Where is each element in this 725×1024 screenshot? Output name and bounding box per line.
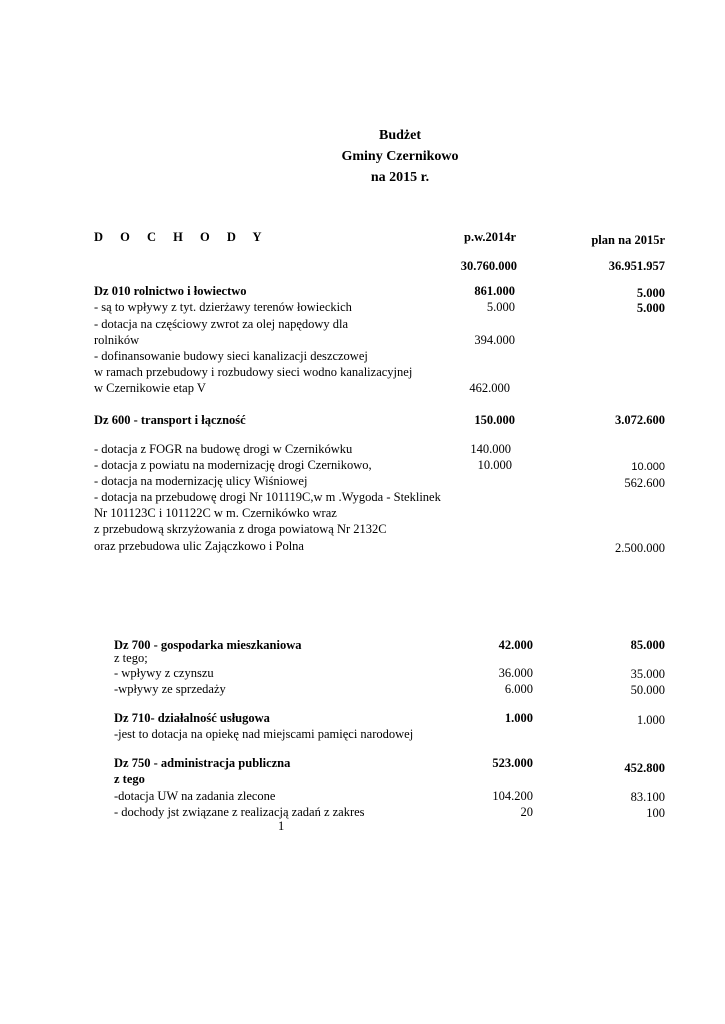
header-col2: plan na 2015r	[591, 233, 665, 247]
dz750-v1: 523.000	[492, 756, 533, 770]
dz700-line-1: - wpływy z czynszu	[114, 666, 214, 680]
dz700-v2: 85.000	[630, 638, 665, 652]
dz600-line-4: - dotacja na przebudowę drogi Nr 101119C,w m .Wygoda - Steklinek	[94, 490, 441, 504]
dz750-sub: z tego	[114, 772, 145, 786]
dz010-line-2: - dotacja na częściowy zwrot za olej napędowy dla	[94, 317, 349, 331]
dz600-b1: 10.000	[477, 458, 512, 472]
dz600-line-2: - dotacja z powiatu na modernizację drogi Czernikowo,	[94, 458, 372, 472]
dz600-title: Dz 600 - transport i łączność	[94, 413, 246, 427]
dz750-line-1: -dotacja UW na zadania zlecone	[114, 789, 276, 803]
dz600-v1: 150.000	[474, 413, 515, 427]
header-total1: 30.760.000	[460, 259, 517, 273]
dz010-line-5: w ramach przebudowy i rozbudowy sieci wodno kanalizacyjnej	[94, 365, 413, 379]
header-total2: 36.951.957	[608, 259, 665, 273]
dz010-line-6: w Czernikowie etap V	[94, 381, 206, 395]
title-line-1: Budżet	[379, 128, 421, 143]
dz700-line-2: -wpływy ze sprzedaży	[114, 682, 226, 696]
dz600-line-1: - dotacja z FOGR na budowę drogi w Czernikówku	[94, 442, 353, 456]
dz600-v2: 3.072.600	[615, 413, 665, 427]
dz750-a1: 104.200	[492, 789, 533, 803]
dz700-sub: z tego;	[114, 651, 148, 665]
dz010-b1: 394.000	[474, 333, 515, 347]
dz750-b2: 100	[646, 806, 665, 820]
dz010-a2: 5.000	[636, 301, 665, 315]
dz700-v1: 42.000	[498, 638, 533, 652]
dz600-line-5: Nr 101123C i 101122C w m. Czernikówko wraz	[94, 506, 337, 520]
dz700-b1: 6.000	[504, 682, 533, 696]
header-col1: p.w.2014r	[464, 230, 517, 244]
dz010-title: Dz 010 rolnictwo i łowiectwo	[94, 284, 247, 298]
dz010-v1: 861.000	[474, 284, 515, 298]
header-label: D O C H O D Y	[94, 230, 269, 244]
dz710-title: Dz 710- działalność usługowa	[114, 711, 270, 725]
title-line-3: na 2015 r.	[370, 170, 430, 185]
dz700-a2: 35.000	[630, 667, 665, 681]
page-number: 1	[278, 819, 285, 833]
dz750-b1: 20	[520, 805, 533, 819]
dz700-title: Dz 700 - gospodarka mieszkaniowa	[114, 638, 302, 652]
dz750-a2: 83.100	[630, 790, 665, 804]
dz010-line-3: rolników	[94, 333, 140, 347]
dz750-v2: 452.800	[624, 761, 665, 775]
dz710-line: -jest to dotacja na opiekę nad miejscami pamięci narodowej	[114, 727, 414, 741]
dz600-c2: 562.600	[624, 476, 665, 490]
dz600-line-6: z przebudową skrzyżowania z droga powiatową Nr 2132C	[94, 522, 387, 536]
dz700-a1: 36.000	[498, 666, 533, 680]
dz010-c1: 462.000	[469, 381, 510, 395]
dz600-line-7: oraz przebudowa ulic Zajączkowo i Polna	[94, 539, 304, 553]
dz600-line-3: - dotacja na modernizację ulicy Wiśniowej	[94, 474, 308, 488]
dz600-a1: 140.000	[470, 442, 511, 456]
dz700-b2: 50.000	[630, 683, 665, 697]
dz010-line-1: - są to wpływy z tyt. dzierżawy terenów łowieckich	[94, 300, 352, 314]
dz750-line-2: - dochody jst związane z realizacją zadań z zakres	[114, 805, 365, 819]
dz010-a1: 5.000	[486, 300, 515, 314]
dz710-v2: 1.000	[636, 713, 665, 727]
dz600-d2: 2.500.000	[615, 541, 665, 555]
dz600-b2: 10.000	[631, 461, 665, 473]
dz710-v1: 1.000	[504, 711, 533, 725]
dz750-title: Dz 750 - administracja publiczna	[114, 756, 291, 770]
dz010-v2: 5.000	[636, 286, 665, 300]
dz010-line-4: - dofinansowanie budowy sieci kanalizacji deszczowej	[94, 349, 368, 363]
title-line-2: Gminy Czernikowo	[341, 149, 459, 164]
